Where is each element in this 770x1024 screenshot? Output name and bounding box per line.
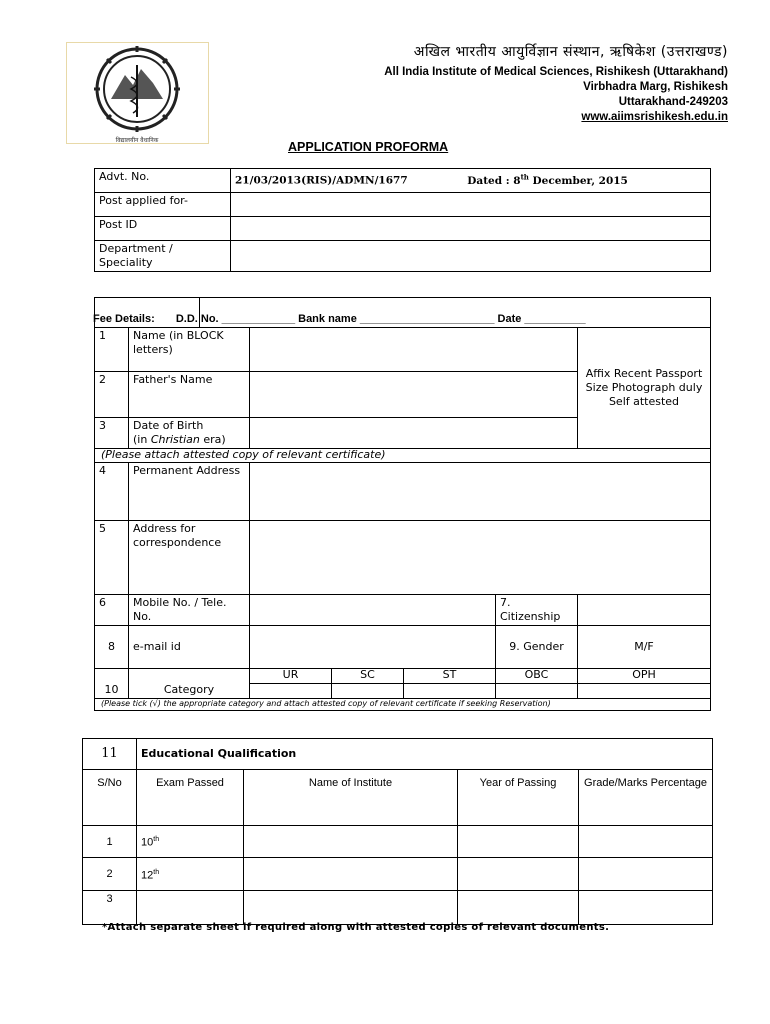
permanent-address-input[interactable] (250, 463, 711, 521)
institute-name: All India Institute of Medical Sciences, Rishikesh (Uttarakhand) (384, 66, 728, 78)
edu-exam-input[interactable]: 10th (137, 826, 244, 858)
edu-year-input[interactable] (458, 826, 579, 858)
department-input[interactable] (231, 241, 711, 272)
post-applied-input[interactable] (231, 193, 711, 217)
edu-exam-input[interactable]: 12th (137, 858, 244, 891)
name-label: Name (in BLOCK letters) (129, 328, 250, 372)
edu-institute-input[interactable] (244, 826, 458, 858)
dob-input[interactable] (250, 418, 578, 449)
education-title: Educational Qualification (137, 739, 713, 770)
personal-details-table (94, 327, 711, 711)
category-ur-checkbox[interactable] (250, 684, 332, 699)
edu-institute-input[interactable] (244, 891, 458, 925)
father-name-input[interactable] (250, 372, 578, 418)
category-obc-checkbox[interactable] (496, 684, 578, 699)
header-exam: Exam Passed (137, 770, 244, 826)
category-oph: OPH (578, 669, 711, 684)
post-id-input[interactable] (231, 217, 711, 241)
form-title: APPLICATION PROFORMA (288, 140, 449, 154)
category-label: Category (129, 669, 250, 699)
category-sc-checkbox[interactable] (332, 684, 404, 699)
row-no: 1 (95, 328, 129, 372)
edu-year-input[interactable] (458, 891, 579, 925)
edu-row-no: 1 (83, 826, 137, 858)
row-no: 4 (95, 463, 129, 521)
edu-grade-input[interactable] (579, 858, 713, 891)
category-st: ST (404, 669, 496, 684)
category-obc: OBC (496, 669, 578, 684)
email-label: e-mail id (129, 626, 250, 669)
category-oph-checkbox[interactable] (578, 684, 711, 699)
edu-exam-input[interactable] (137, 891, 244, 925)
category-ur: UR (250, 669, 332, 684)
footer-note: *Attach separate sheet if required along with attested copies of relevant documents. (102, 922, 610, 933)
dob-note: (Please attach attested copy of relevant certificate) (95, 449, 711, 463)
photo-box: Affix Recent Passport Size Photograph duly Self attested (578, 328, 711, 449)
correspondence-address-input[interactable] (250, 521, 711, 595)
mobile-label: Mobile No. / Tele. No. (129, 595, 250, 626)
advt-value[interactable]: 21/03/2013(RIS)/ADMN/1677 Dated : 8th December, 2015 (231, 169, 711, 193)
aiims-logo (66, 42, 209, 144)
citizenship-input[interactable] (578, 595, 711, 626)
edu-grade-input[interactable] (579, 891, 713, 925)
website-link[interactable]: www.aiimsrishikesh.edu.in (581, 111, 728, 123)
post-applied-label: Post applied for- (95, 193, 231, 217)
category-sc: SC (332, 669, 404, 684)
post-id-label: Post ID (95, 217, 231, 241)
row-no: 6 (95, 595, 129, 626)
row-no: 10 (95, 669, 129, 699)
edu-grade-input[interactable] (579, 826, 713, 858)
category-st-checkbox[interactable] (404, 684, 496, 699)
edu-row-no: 2 (83, 858, 137, 891)
row-no: 2 (95, 372, 129, 418)
correspondence-address-label: Address for correspondence (129, 521, 250, 595)
dob-label: Date of Birth (in Christian era) (129, 418, 250, 449)
permanent-address-label: Permanent Address (129, 463, 250, 521)
category-note: (Please tick (√) the appropriate category and attach attested copy of relevant certificate if seeking Reservation) (95, 699, 711, 711)
post-table (94, 168, 711, 272)
gender-input[interactable]: M/F (578, 626, 711, 669)
fee-details[interactable]: Fee Details: D.D. No. ____________ Bank name ______________________ Date __________ (93, 313, 586, 325)
header-grade: Grade/Marks Percentage (579, 770, 713, 826)
education-no: 11 (83, 739, 137, 770)
email-input[interactable] (250, 626, 496, 669)
citizenship-label: 7. Citizenship (496, 595, 578, 626)
education-table (82, 738, 713, 925)
mobile-input[interactable] (250, 595, 496, 626)
advt-label: Advt. No. (95, 169, 231, 193)
edu-year-input[interactable] (458, 858, 579, 891)
header-sno: S/No (83, 770, 137, 826)
header-institute: Name of Institute (244, 770, 458, 826)
name-input[interactable] (250, 328, 578, 372)
row-no: 8 (95, 626, 129, 669)
hindi-title: अखिल भारतीय आयुर्विज्ञान संस्थान, ऋषिकेश (उत्तराखण्ड) (413, 44, 728, 60)
address-line-2: Uttarakhand-249203 (618, 96, 728, 108)
father-name-label: Father's Name (129, 372, 250, 418)
department-label: Department / Speciality (95, 241, 231, 272)
row-no: 5 (95, 521, 129, 595)
gender-label: 9. Gender (496, 626, 578, 669)
edu-institute-input[interactable] (244, 858, 458, 891)
address-line-1: Virbhadra Marg, Rishikesh (583, 81, 728, 93)
row-no: 3 (95, 418, 129, 449)
header-year: Year of Passing (458, 770, 579, 826)
logo-caption: विद्यालयीन वैधानिक (115, 137, 159, 143)
edu-row-no: 3 (83, 891, 137, 925)
